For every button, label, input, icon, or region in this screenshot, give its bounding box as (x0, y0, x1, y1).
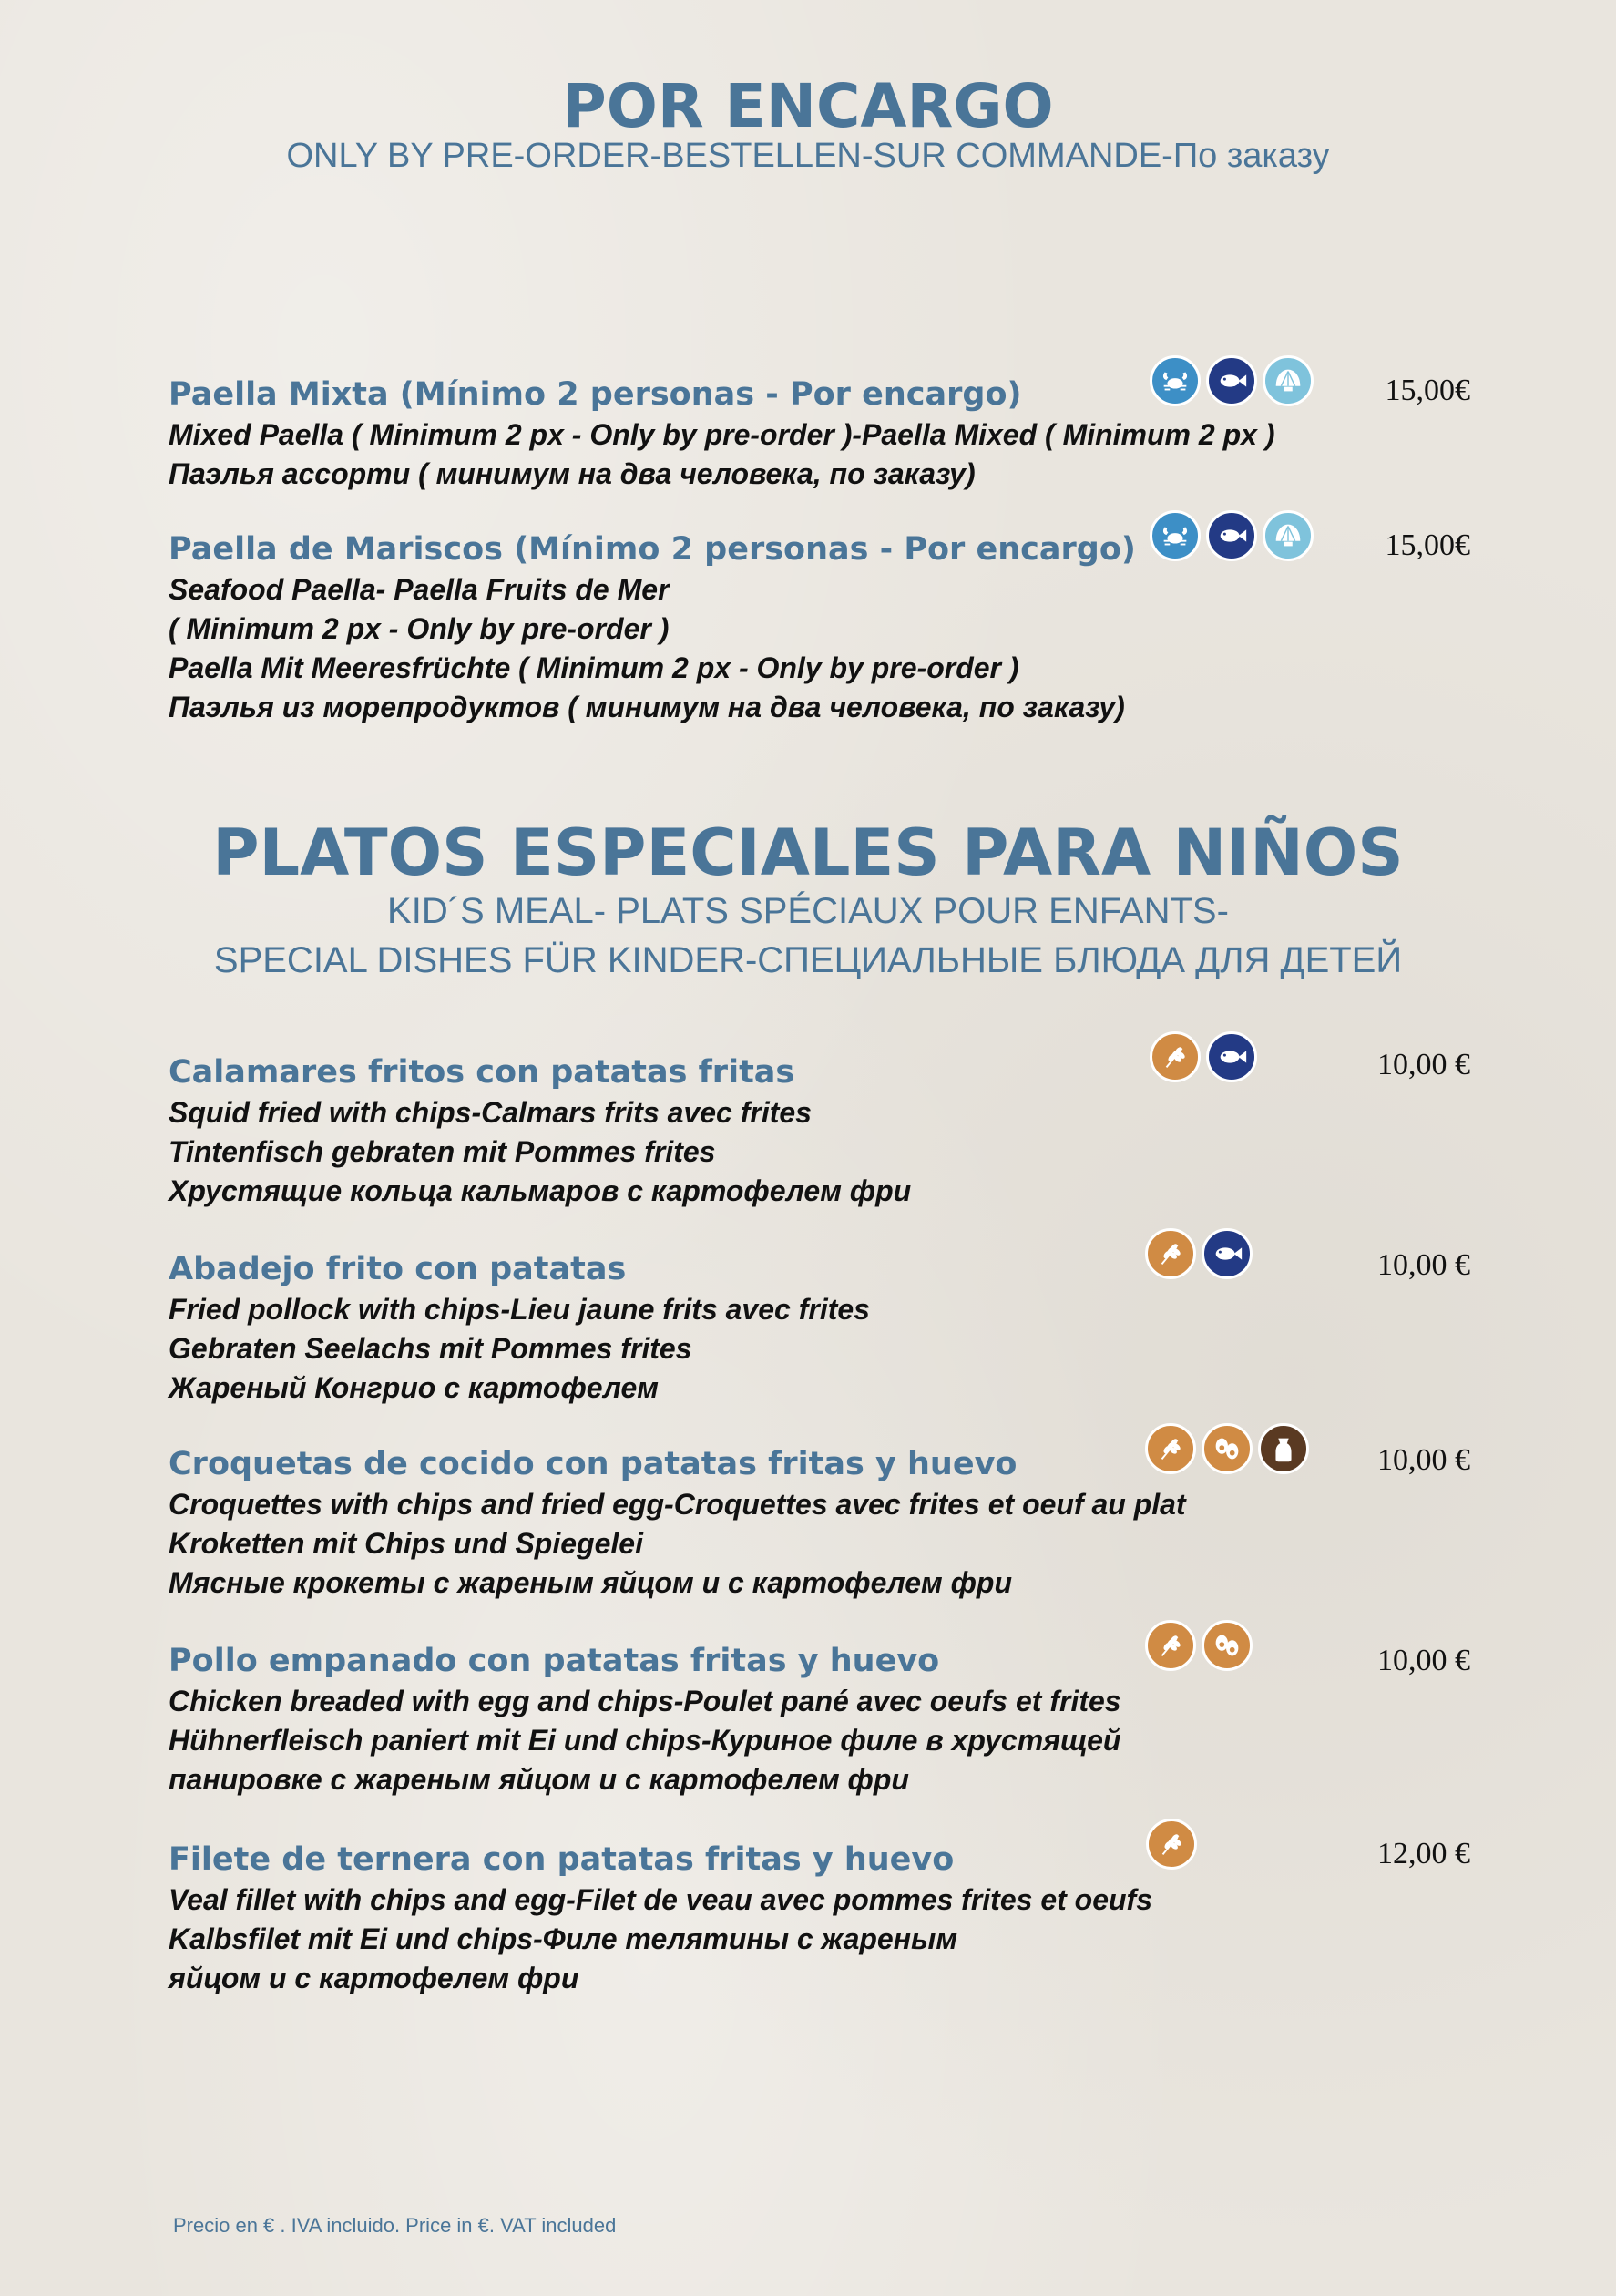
item-description-line: Gebraten Seelachs mit Pommes frites (169, 1332, 692, 1365)
menu-item (169, 1839, 1480, 1998)
item-name: Filete de ternera con patatas fritas y huevo (169, 1841, 955, 1878)
item-description-line: Мясные крокеты с жареным яйцом и с картофелем фри (169, 1566, 1012, 1599)
item-name: Paella Mixta (Mínimo 2 personas - Por encargo) (169, 376, 1022, 413)
allergen-icons (1145, 1423, 1309, 1474)
item-description-line: Хрустящие кольца кальмаров с картофелем фри (169, 1174, 912, 1207)
section-subtitle-pre-order: ONLY BY PRE-ORDER-BESTELLEN-SUR COMMANDE-По заказу (286, 137, 1330, 175)
shell-icon (1263, 510, 1314, 561)
item-description-line: Паэлья из морепродуктов ( минимум на два человека, по заказу) (169, 691, 1125, 723)
item-description-line: Seafood Paella- Paella Fruits de Mer (169, 573, 670, 606)
allergen-icons (1150, 510, 1314, 561)
footer-note: Precio en € . IVA incluido. Price in €. VAT included (173, 2214, 617, 2237)
milk-icon (1258, 1423, 1309, 1474)
item-price: 15,00€ (1385, 528, 1470, 562)
item-name: Paella de Mariscos (Mínimo 2 personas - Por encargo) (169, 531, 1136, 568)
item-price: 10,00 € (1377, 1248, 1470, 1282)
item-description-line: ( Minimum 2 px - Only by pre-order ) (169, 612, 670, 645)
section-subtitle-kids-line2: SPECIAL DISHES FÜR KINDER-СПЕЦИАЛЬНЫЕ БЛЮДА ДЛЯ ДЕТЕЙ (213, 940, 1403, 980)
crab-icon (1150, 510, 1201, 561)
item-name: Abadejo frito con patatas (169, 1251, 627, 1287)
allergen-icons (1145, 1620, 1253, 1671)
item-description-line: Mixed Paella ( Minimum 2 px - Only by pre-order )-Paella Mixed ( Minimum 2 px ) (169, 418, 1275, 451)
item-name: Croquetas de cocido con patatas fritas y huevo (169, 1446, 1018, 1482)
item-description-line: Hühnerfleisch paniert mit Ei und chips-Куриное филе в хрустящей (169, 1724, 1121, 1757)
fish-icon (1206, 1031, 1257, 1082)
item-description-line: Kroketten mit Chips und Spiegelei (169, 1527, 643, 1560)
item-description-line: Паэлья ассорти ( минимум на два человека, по заказу) (169, 457, 976, 490)
fish-icon (1206, 355, 1257, 406)
allergen-icons (1150, 355, 1314, 406)
item-price: 10,00 € (1377, 1443, 1470, 1477)
egg-icon (1202, 1620, 1253, 1671)
item-price: 12,00 € (1377, 1837, 1470, 1871)
allergen-icons (1146, 1819, 1197, 1870)
item-description-line: Squid fried with chips-Calmars frits avec frites (169, 1096, 812, 1129)
item-description-line: Жареный Конгрио с картофелем (169, 1371, 659, 1404)
item-price: 10,00 € (1377, 1048, 1470, 1081)
egg-icon (1202, 1423, 1253, 1474)
section-title-kids: PLATOS ESPECIALES PARA NIÑOS (212, 815, 1404, 890)
item-description-line: Fried pollock with chips-Lieu jaune frits avec frites (169, 1293, 870, 1326)
menu-item (169, 1640, 1480, 1799)
item-description-line: Tintenfisch gebraten mit Pommes frites (169, 1135, 716, 1168)
crab-icon (1150, 355, 1201, 406)
menu-item (169, 1051, 1480, 1211)
gluten-icon (1145, 1620, 1196, 1671)
item-description-line: Chicken breaded with egg and chips-Poulet pané avec oeufs et frites (169, 1685, 1121, 1717)
item-description-line: Croquettes with chips and fried egg-Croquettes avec frites et oeuf au plat (169, 1488, 1186, 1521)
shell-icon (1263, 355, 1314, 406)
item-name: Calamares fritos con patatas fritas (169, 1054, 795, 1091)
item-description-line: яйцом и с картофелем фри (169, 1962, 579, 1994)
section-subtitle-kids-line1: KID´S MEAL- PLATS SPÉCIAUX POUR ENFANTS- (387, 891, 1229, 931)
gluten-icon (1145, 1228, 1196, 1279)
item-price: 10,00 € (1377, 1644, 1470, 1677)
item-price: 15,00€ (1385, 374, 1470, 407)
item-description-line: Kalbsfilet mit Ei und chips-Филе телятины с жареным (169, 1922, 958, 1955)
allergen-icons (1145, 1228, 1253, 1279)
allergen-icons (1150, 1031, 1257, 1082)
gluten-icon (1145, 1423, 1196, 1474)
gluten-icon (1146, 1819, 1197, 1870)
fish-icon (1202, 1228, 1253, 1279)
gluten-icon (1150, 1031, 1201, 1082)
item-name: Pollo empanado con patatas fritas y huevo (169, 1643, 940, 1679)
fish-icon (1206, 510, 1257, 561)
menu-item (169, 1248, 1480, 1408)
item-description-line: панировке с жареным яйцом и с картофелем фри (169, 1763, 909, 1796)
item-description-line: Paella Mit Meeresfrüchte ( Minimum 2 px - Only by pre-order ) (169, 651, 1019, 684)
item-description-line: Veal fillet with chips and egg-Filet de veau avec pommes frites et oeufs (169, 1883, 1152, 1916)
section-title-pre-order: POR ENCARGO (562, 71, 1054, 141)
